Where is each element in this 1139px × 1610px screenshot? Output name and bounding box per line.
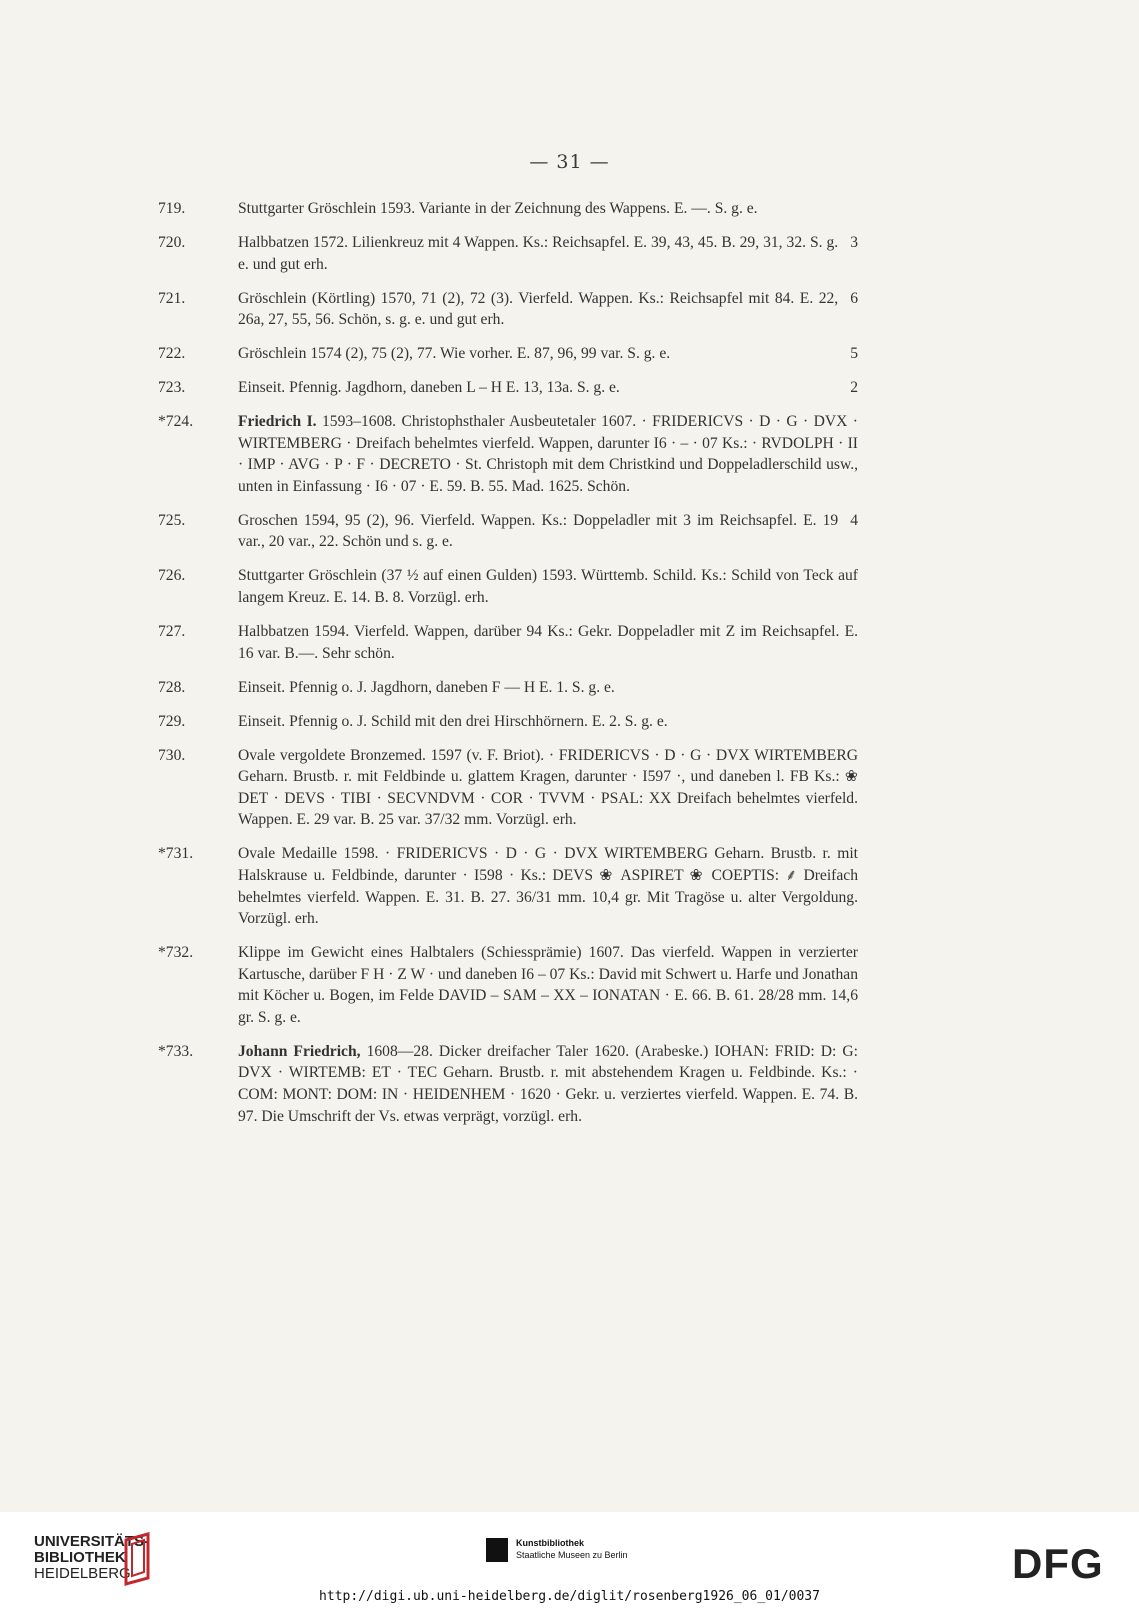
- permalink-url[interactable]: http://digi.ub.uni-heidelberg.de/diglit/rosenberg1926_06_01/0037: [319, 1589, 820, 1604]
- catalog-entry: [158, 411, 858, 497]
- kunstbibliothek-logo[interactable]: [516, 1537, 628, 1561]
- catalog-entry: [158, 843, 858, 929]
- entry-number: *733.: [158, 1042, 194, 1060]
- entry-number: 722.: [158, 345, 186, 363]
- entry-text: Einseit. Pfennig. Jagdhorn, daneben L – H E. 13, 13a. S. g. e.: [238, 379, 620, 397]
- catalog-entry: [158, 198, 858, 220]
- kb-line1: Kunstbibliothek: [516, 1538, 584, 1548]
- ub-line1: UNIVERSITÄTS-: [34, 1533, 150, 1550]
- entry-number: 719.: [158, 200, 186, 217]
- entry-text: Stuttgarter Gröschlein (37 ½ auf einen Gulden) 1593. Württemb. Schild. Ks.: Schild von Teck auf langem Kreuz. E. 14. B. 8. Vorzügl. erh.: [238, 567, 858, 607]
- dfg-logo[interactable]: DFG: [1012, 1540, 1104, 1587]
- catalog-entry: [158, 745, 858, 831]
- entry-number: *724.: [158, 413, 194, 431]
- entry-text: Halbbatzen 1572. Lilienkreuz mit 4 Wappen. Ks.: Reichsapfel. E. 39, 43, 45. B. 29, 31, 32. S. g. e. und gut erh.: [238, 233, 839, 273]
- entry-text: Gröschlein (Körtling) 1570, 71 (2), 72 (3). Vierfeld. Wappen. Ks.: Reichsapfel mit 84. E. 22, 26a, 27, 55, 56. Schön, s. g. e. und gut erh.: [238, 289, 839, 329]
- entry-text: Einseit. Pfennig o. J. Jagdhorn, daneben F — H E. 1. S. g. e.: [238, 678, 615, 696]
- catalog-entry: [158, 510, 858, 553]
- catalog-entries: [158, 198, 858, 1140]
- kunstbibliothek-logo-icon: [486, 1538, 508, 1562]
- entry-value: 5: [850, 345, 858, 363]
- entry-value: 2: [850, 379, 858, 397]
- catalog-entry: [158, 343, 858, 365]
- catalog-entry: [158, 565, 858, 608]
- ub-line3: HEIDELBERG: [34, 1565, 131, 1582]
- entry-number: 728.: [158, 678, 186, 696]
- entry-text: Halbbatzen 1594. Vierfeld. Wappen, darüber 94 Ks.: Gekr. Doppeladler mit Z im Reichsapfel. E. 16 var. B.—. Sehr schön.: [238, 623, 858, 662]
- page-number: — 31 —: [529, 151, 610, 173]
- entry-number: 720.: [158, 233, 186, 251]
- entry-text: Einseit. Pfennig o. J. Schild mit den drei Hirschhörnern. E. 2. S. g. e.: [238, 712, 668, 730]
- ub-line2: BIBLIOTHEK: [34, 1549, 126, 1566]
- catalog-entry: [158, 621, 858, 664]
- entry-text: Klippe im Gewicht eines Halbtalers (Schiessprämie) 1607. Das vierfeld. Wappen in verzierter Kartusche, darüber F H · Z W · und daneben I6 – 07 Ks.: David mit Schwert u. Harfe und Jonathan mit Köcher u. Bogen, im Felde DAVID – SAM – XX – IONATAN · E. 66. B. 61. 28/28 mm. 14,6 gr. S. g. e.: [238, 944, 858, 1026]
- entry-number: *731.: [158, 845, 194, 863]
- entry-text: Gröschlein 1574 (2), 75 (2), 77. Wie vorher. E. 87, 96, 99 var. S. g. e.: [238, 345, 671, 363]
- entry-value: 3: [850, 233, 858, 251]
- entry-number: 721.: [158, 289, 186, 307]
- entry-number: 725.: [158, 511, 186, 529]
- kb-line2: Staatliche Museen zu Berlin: [516, 1550, 628, 1560]
- entry-number: 727.: [158, 623, 186, 641]
- entry-text: Ovale Medaille 1598. · FRIDERICVS · D · G · DVX WIRTEMBERG Geharn. Brustb. r. mit Halskrause u. Feldbinde, darunter · I598 · Ks.: DEVS ❀ ASPIRET ❀ COEPTIS: ⸙ Dreifach behelmtes vierfeld. Wappen. E. 31. B. 27. 36/31 mm. 10,4 gr. Mit Tragöse u. alter Vergoldung. Vorzügl. erh.: [238, 845, 858, 928]
- catalog-entry: [158, 288, 858, 331]
- catalog-entry: [158, 232, 858, 275]
- ub-emblem-icon: [118, 1532, 158, 1588]
- catalog-entry: [158, 711, 858, 733]
- entry-text: 1593–1608. Christophsthaler Ausbeutetaler 1607. · FRIDERICVS · D · G · DVX · WIRTEMBERG · Dreifach behelmtes vierfeld. Wappen, darunter I6 · – · 07 Ks.: · RVDOLPH · II · IMP · AVG · P · F · DECRETO · St. Christoph mit dem Christkind und Doppeladlerschild usw., unten in Einfassung · I6 · 07 · E. 59. B. 55. Mad. 1625. Schön.: [238, 413, 858, 495]
- entry-number: 726.: [158, 567, 186, 585]
- entry-text: 1608—28. Dicker dreifacher Taler 1620. (Arabeske.) IOHAN: FRID: D: G: DVX · WIRTEMB: ET · TEC Geharn. Brustb. r. mit abstehendem Kragen u. Feldbinde. Ks.: · COM: MONT: DOM: IN · HEIDENHEM · 1620 · Gekr. u. verziertes vierfeld. Wappen. E. 74. B. 97. Die Umschrift der Vs. etwas verprägt, vorzügl. erh.: [238, 1042, 858, 1125]
- entry-number: 729.: [158, 712, 186, 730]
- entry-number: 723.: [158, 379, 186, 397]
- entry-number: *732.: [158, 944, 194, 962]
- entry-text: Groschen 1594, 95 (2), 96. Vierfeld. Wappen. Ks.: Doppeladler mit 3 im Reichsapfel. E. 19 var., 20 var., 22. Schön und s. g. e.: [238, 511, 839, 551]
- entry-text: Ovale vergoldete Bronzemed. 1597 (v. F. Briot). · FRIDERICVS · D · G · DVX WIRTEMBERG Geharn. Brustb. r. mit Feldbinde u. glattem Kragen, darunter · I597 ·, und daneben l. FB Ks.: ❀ DET · DEVS · TIBI · SECVNDVM · COR · TVVM · PSAL: XX Dreifach behelmtes vierfeld. Wappen. E. 29 var. B. 25 var. 37/32 mm. Vorzügl. erh.: [238, 746, 858, 829]
- entry-ruler-name: Johann Friedrich,: [238, 1042, 361, 1060]
- catalog-entry: [158, 1041, 858, 1127]
- entry-value: 6: [850, 289, 858, 307]
- entry-text: Stuttgarter Gröschlein 1593. Variante in der Zeichnung des Wappens. E. —. S. g. e.: [238, 200, 758, 217]
- catalog-entry: [158, 677, 858, 699]
- catalog-entry: [158, 377, 858, 399]
- entry-number: 730.: [158, 746, 186, 764]
- catalog-entry: [158, 942, 858, 1028]
- entry-ruler-name: Friedrich I.: [238, 413, 317, 431]
- entry-value: 4: [850, 511, 858, 529]
